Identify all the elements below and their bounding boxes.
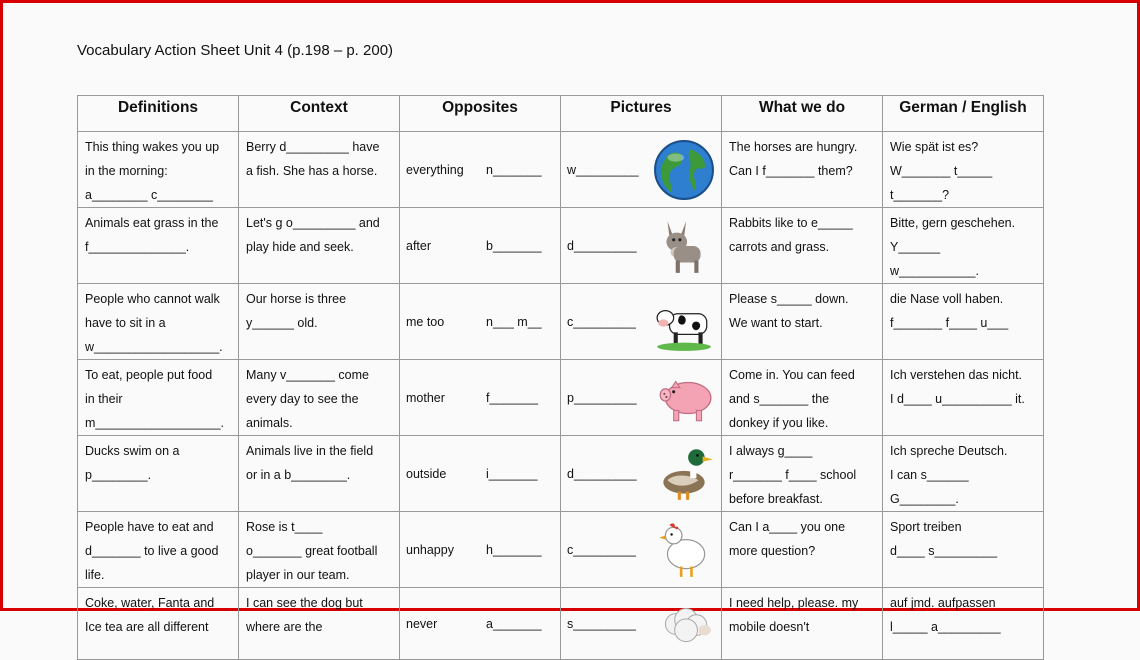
table-row [78, 436, 1044, 512]
opposites-cell [400, 512, 561, 588]
picture-cell [561, 360, 722, 436]
header-row [78, 96, 1044, 132]
picture-blank: c_________ [567, 314, 636, 329]
opposites-cell [400, 132, 561, 208]
table-row [78, 208, 1044, 284]
opposite-blank: h_______ [486, 542, 542, 557]
picture-blank: c_________ [567, 542, 636, 557]
table-row [78, 132, 1044, 208]
cow-icon [653, 291, 715, 353]
definition-cell: Coke, water, Fanta and Ice tea are all different [78, 588, 239, 660]
opposite-word: outside [406, 466, 447, 481]
header-context: Context [239, 96, 400, 132]
picture-cell [561, 436, 722, 512]
sheep-icon [653, 593, 715, 655]
context-cell: Animals live in the field or in a b________. [239, 436, 400, 512]
german-english-cell: Bitte, gern geschehen. Y______ w___________. [883, 208, 1044, 284]
opposites-cell [400, 436, 561, 512]
opposites-cell [400, 360, 561, 436]
picture-blank: d_________ [567, 466, 637, 481]
what-we-do-cell: I always g____ r_______ f____ school before breakfast. [722, 436, 883, 512]
german-english-cell: die Nase voll haben. f_______ f____ u___ [883, 284, 1044, 360]
opposite-blank: i_______ [486, 466, 538, 481]
german-english-cell: Sport treiben d____ s_________ [883, 512, 1044, 588]
german-english-cell: Ich spreche Deutsch. I can s______ G________. [883, 436, 1044, 512]
german-english-cell: Wie spät ist es? W_______ t_____ t_______? [883, 132, 1044, 208]
opposite-word: mother [406, 390, 445, 405]
what-we-do-cell: Rabbits like to e_____ carrots and grass. [722, 208, 883, 284]
header-pictures: Pictures [561, 96, 722, 132]
context-cell: I can see the dog but where are the [239, 588, 400, 660]
opposites-cell [400, 588, 561, 660]
german-english-cell: Ich verstehen das nicht. I d____ u__________ it. [883, 360, 1044, 436]
pig-icon [653, 367, 715, 429]
header-german-english: German / English [883, 96, 1044, 132]
picture-cell [561, 208, 722, 284]
header-what-we-do: What we do [722, 96, 883, 132]
context-cell: Our horse is three y______ old. [239, 284, 400, 360]
what-we-do-cell: The horses are hungry. Can I f_______ them? [722, 132, 883, 208]
context-cell: Rose is t____ o_______ great football player in our team. [239, 512, 400, 588]
header-definitions: Definitions [78, 96, 239, 132]
picture-blank: p_________ [567, 390, 637, 405]
definition-cell: People who cannot walk have to sit in a w__________________. [78, 284, 239, 360]
globe-icon [653, 139, 715, 201]
context-cell: Let's g o_________ and play hide and seek. [239, 208, 400, 284]
opposite-blank: b_______ [486, 238, 542, 253]
opposite-word: everything [406, 162, 464, 177]
opposite-blank: a_______ [486, 616, 542, 631]
table-row [78, 284, 1044, 360]
what-we-do-cell: I need help, please. my mobile doesn't [722, 588, 883, 660]
opposite-word: never [406, 616, 438, 631]
page-title: Vocabulary Action Sheet Unit 4 (p.198 – p. 200) [77, 42, 394, 59]
opposite-blank: n_______ [486, 162, 542, 177]
table-row [78, 588, 1044, 660]
picture-cell [561, 132, 722, 208]
what-we-do-cell: Come in. You can feed and s_______ the donkey if you like. [722, 360, 883, 436]
vocabulary-table [77, 95, 1044, 660]
definition-cell: People have to eat and d_______ to live a good life. [78, 512, 239, 588]
duck-icon [653, 443, 715, 505]
header-opposites: Opposites [400, 96, 561, 132]
picture-cell [561, 284, 722, 360]
opposites-cell [400, 208, 561, 284]
picture-blank: s_________ [567, 616, 636, 631]
opposites-cell [400, 284, 561, 360]
picture-cell [561, 588, 722, 660]
opposite-word: after [406, 238, 432, 253]
definition-cell: This thing wakes you up in the morning: a________ c________ [78, 132, 239, 208]
chicken-icon [653, 519, 715, 581]
opposite-blank: f_______ [486, 390, 539, 405]
donkey-icon [653, 215, 715, 277]
opposite-blank: n___ m__ [486, 314, 542, 329]
opposite-word: me too [406, 314, 445, 329]
picture-cell [561, 512, 722, 588]
picture-blank: d_________ [567, 238, 637, 253]
picture-blank: w_________ [567, 162, 639, 177]
definition-cell: Ducks swim on a p________. [78, 436, 239, 512]
what-we-do-cell: Can I a____ you one more question? [722, 512, 883, 588]
opposite-word: unhappy [406, 542, 454, 557]
context-cell: Many v_______ come every day to see the animals. [239, 360, 400, 436]
what-we-do-cell: Please s_____ down. We want to start. [722, 284, 883, 360]
context-cell: Berry d_________ have a fish. She has a horse. [239, 132, 400, 208]
definition-cell: Animals eat grass in the f______________. [78, 208, 239, 284]
definition-cell: To eat, people put food in their m__________________. [78, 360, 239, 436]
table-row [78, 512, 1044, 588]
table-row [78, 360, 1044, 436]
german-english-cell: auf jmd. aufpassen l_____ a_________ [883, 588, 1044, 660]
